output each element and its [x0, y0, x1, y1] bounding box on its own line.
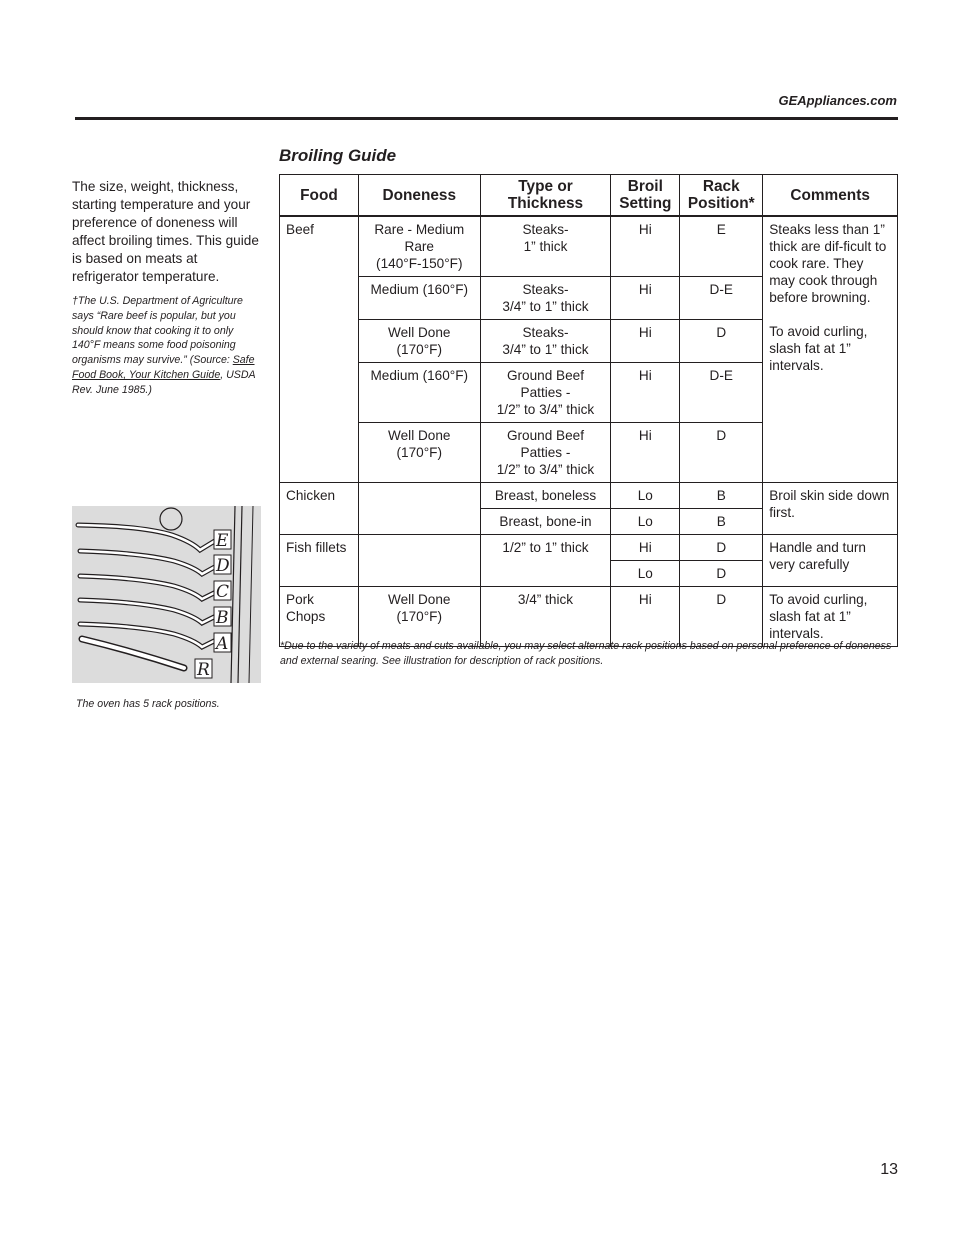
food-chicken: Chicken [280, 483, 359, 535]
type-cell: Ground Beef Patties - 1/2” to 3/4” thick [480, 363, 611, 423]
comments-fish: Handle and turn very carefully [763, 535, 898, 587]
doneness-cell: Rare - Medium Rare (140°F-150°F) [358, 216, 480, 277]
type-cell: Steaks- 1” thick [480, 216, 611, 277]
type-cell: Breast, bone-in [480, 509, 611, 535]
header-row [280, 175, 898, 217]
broil-cell: Hi [611, 587, 680, 647]
broil-cell: Lo [611, 483, 680, 509]
rack-positions-illustration [72, 506, 261, 683]
rack-label-b: B [216, 608, 229, 628]
usda-note-end: , USDA Rev. June 1985.) [72, 368, 256, 396]
rack-label-a: A [216, 634, 229, 654]
type-cell: Steaks- 3/4” to 1” thick [480, 320, 611, 363]
comments-chicken: Broil skin side down first. [763, 483, 898, 535]
comments-pork: To avoid curling, slash fat at 1” intervals. [763, 587, 898, 647]
broil-cell: Hi [611, 423, 680, 483]
section-title: Broiling Guide [279, 146, 397, 165]
usda-source-title: Safe Food Book, Your Kitchen Guide [72, 354, 255, 381]
table-row [280, 535, 898, 561]
rack-cell: B [680, 483, 763, 509]
food-pork: Pork Chops [280, 587, 359, 647]
food-beef: Beef [280, 216, 359, 483]
usda-note-text: †The U.S. Department of Agriculture says “Rare beef is popular, but you should know that cooking it to only 140°F means some food poisoning organisms may survive.” (Source: [72, 295, 243, 367]
doneness-cell: Well Done (170°F) [358, 587, 480, 647]
broil-cell: Hi [611, 277, 680, 320]
usda-note [72, 294, 264, 398]
rack-cell: D [680, 587, 763, 647]
broil-cell: Lo [611, 509, 680, 535]
rack-label-c: C [216, 582, 230, 602]
doneness-cell: Well Done (170°F) [358, 320, 480, 363]
table-row [280, 587, 898, 647]
broil-cell: Hi [611, 216, 680, 277]
header-doneness: Doneness [358, 175, 480, 217]
rack-cell: D [680, 320, 763, 363]
illustration-caption: The oven has 5 rack positions. [76, 698, 220, 710]
doneness-cell: Medium (160°F) [358, 363, 480, 423]
type-cell: 3/4” thick [480, 587, 611, 647]
site-url: GEAppliances.com [778, 93, 897, 108]
rack-label-e: E [216, 531, 229, 551]
doneness-cell [358, 483, 480, 535]
type-cell: Ground Beef Patties - 1/2” to 3/4” thick [480, 423, 611, 483]
food-fish: Fish fillets [280, 535, 359, 587]
rack-footnote: *Due to the variety of meats and cuts available, you may select alternate rack positions based on personal preference of doneness and external searing. See illustration for description of rack positions. [280, 640, 892, 667]
type-cell: 1/2” to 1” thick [480, 535, 611, 587]
broil-cell: Hi [611, 320, 680, 363]
rack-cell: D-E [680, 277, 763, 320]
type-cell: Breast, boneless [480, 483, 611, 509]
doneness-cell [358, 535, 480, 587]
comments-beef: Steaks less than 1” thick are dif-ficult to cook rare. They may cook through before browning. To avoid curling, slash fat at 1” intervals. [763, 216, 898, 483]
intro-text: The size, weight, thickness, starting temperature and your preference of doneness will affect broiling times. This guide is based on meats at refrigerator temperature. [72, 179, 259, 284]
header-type: Type or Thickness [480, 175, 611, 217]
oven-racks-drawing [72, 506, 261, 683]
header-comments: Comments [763, 175, 898, 217]
rack-cell: B [680, 509, 763, 535]
broil-cell: Hi [611, 363, 680, 423]
rack-cell: E [680, 216, 763, 277]
rack-cell: D [680, 535, 763, 561]
type-cell: Steaks- 3/4” to 1” thick [480, 277, 611, 320]
header-food: Food [280, 175, 359, 217]
header-rack-position: Rack Position* [680, 175, 763, 217]
header-rule [75, 117, 898, 120]
table-row [280, 483, 898, 509]
rack-label-r: R [197, 660, 210, 680]
broiling-guide-table [279, 174, 898, 647]
page-number: 13 [880, 1161, 898, 1178]
doneness-cell: Well Done (170°F) [358, 423, 480, 483]
rack-cell: D [680, 423, 763, 483]
header-broil-setting: Broil Setting [611, 175, 680, 217]
rack-cell: D [680, 561, 763, 587]
rack-cell: D-E [680, 363, 763, 423]
broil-cell: Hi [611, 535, 680, 561]
rack-label-d: D [216, 556, 230, 576]
doneness-cell: Medium (160°F) [358, 277, 480, 320]
broil-cell: Lo [611, 561, 680, 587]
table-row [280, 216, 898, 277]
